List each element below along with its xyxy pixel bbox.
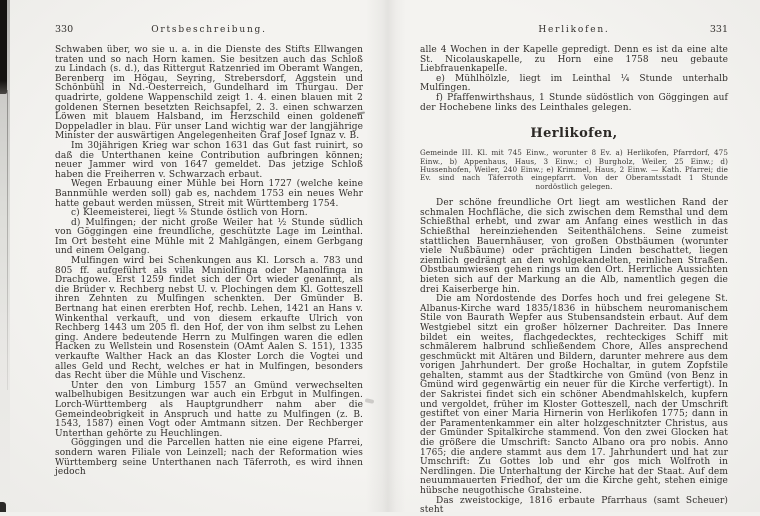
paragraph: Göggingen und die Parcellen hatten nie eine eigene Pfarrei, sondern waren Filiale von Leinzell; nach der Reformation wies Württemberg seine Unterthanen nach Täferroth, es wird ihnen jedoch [55, 438, 363, 478]
paragraph: Der schöne freundliche Ort liegt am westlichen Rand der schmalen Hochfläche, die sich zwischen dem Remsthal und dem Schießthal erhebt, und zwar am Anfang eines westlich in das Schießthal hereinziehenden Seitenthälchens. Seine zumeist stattlichen Bauernhäuser, von großen Obstbäumen (worunter viele Nußbäume) oder prächtigen Linden beschattet, liegen ziemlich gedrängt an den wohlgekandelten, reinlichen Straßen. Obstbaumwiesen gehen rings um den Ort. Herrliche Aussichten bieten sich auf der Markung an die Alb, namentlich gegen die drei Kaiserberge hin. [420, 198, 728, 295]
paragraph: Schwaben über, wo sie u. a. in die Dienste des Stifts Ellwangen traten und so nach Horn kamen. Sie besitzen auch das Schloß zu Lindach (s. d.), das Rittergut Ratzenried im Oberamt Wangen, Berenberg im Högau, Seyring, Strebersdorf, Aggstein und Schönbühl in Nd.-Oesterreich, Gundelhard im Thurgau. Der quadrirte, goldene Wappenschild zeigt 1. 4. einen blauen mit 2 goldenen Sternen besetzten Reichsapfel, 2. 3. einen schwarzen Löwen mit blauem Halsband, im Herzschild einen goldenen Doppeladler in blau. Für unser Land wichtig war der langjährige Minister der auswärtigen Angelegenheiten Graf Josef Ignaz v. B. [55, 45, 363, 142]
paragraph: e) Mühlhölzle, liegt im Leinthal ¼ Stunde unterhalb Mulfingen. [420, 73, 728, 94]
binding-shadow [0, 0, 7, 94]
section-heading: Herlikofen, [530, 126, 618, 142]
left-page [55, 24, 363, 478]
paragraph: Die am Nordostende des Dorfes hoch und frei gelegene St. Albanus-Kirche ward 1835/1836 in hübschem neuromanischem Stile von Baurath Wepfer aus Stubensandstein erbaut. Auf dem Westgiebel sitzt ein großer hölzerner Dachreiter. Das Innere bildet ein weites, flachgedecktes, rechteckiges Schiff mit schmälerem halbrund schließendem Chore, Alles ansprechend geschmückt mit Altären und Bildern, darunter mehrere aus dem vorigen Jahrhundert. Der große Hochaltar, in gutem Zopfstile gehalten, stammt aus der Stadtkirche von Gmünd (von Benz in Gmünd wird gegenwärtig ein neuer für die Kirche verfertigt). In der Sakristei findet sich ein schöner Abendmahlskelch, kupfern und vergoldet, früher im Kloster Gotteszell, nach der Umschrift gestiftet von einer Maria Hirnerin von Herlikofen 1775; dann in der Paramentenkammer ein alter holzgeschnitzter Christus, aus der Gmünder Spitalkirche stammend. Von den zwei Glocken hat die größere die Umschrift: Sancto Albano ora pro nobis. Anno 1765; die andere stammt aus dem 17. Jahrhundert und hat zur Umschrift: Zu Gottes lob und ehr gos mich Wolfroth in Nerdlingen. Die Unterhaltung der Kirche hat der Staat. Auf dem neuummauerten Friedhof, der um die Kirche geht, stehen einige hübsche neugothische Grabsteine. [420, 294, 728, 496]
paragraph: Unter den von Limburg 1557 an Gmünd verwechselten walbelhubigen Besitzungen war auch ein Erbgut in Mulfingen. Lorch-Württemberg als Hauptgrundherr nahm aber die Gemeindeobrigkeit in Anspruch und hatte zu Mulfingen (z. B. 1543, 1587) einen Vogt oder Amtmann sitzen. Der Rechberger Unterthan gehörte zu Heuchlingen. [55, 380, 363, 439]
paragraph: c) Kleemeisterei, liegt ⅛ Stunde östlich von Horn. [71, 208, 308, 219]
running-header-left: Ortsbeschreibung. [151, 25, 267, 35]
paragraph: Mulfingen wird bei Schenkungen aus Kl. Lorsch a. 783 und 805 ff. aufgeführt als villa Muniolfinga oder Manolfinga in Drachgowe. Erst 1259 findet sich der Ort wieder genannt, als die Brüder v. Rechberg nebst U. v. Plochingen dem Kl. Gotteszell ihren Zehnten zu Mulfingen schenkten. Der Gmünder B. Bertnang hat einen ererbten Hof, rechb. Lehen, 1421 an Hans v. Winkenthal verkauft, und von diesem erkaufte Ulrich von Rechberg 1443 um 205 fl. den Hof, der von ihm selbst zu Lehen ging. Andere bedeutende Herrn zu Mulfingen waren die edlen Hacken zu Wellstein und Rosenstein (OAmt Aalen S. 151), 1335 verkaufte Walther Hack an das Kloster Lorch die Vogtei und alles Geld und Recht, welches er hat in Mulfingen, besonders das Recht über die Mühle und Vischenz. [55, 256, 363, 382]
gutter-shadow [366, 0, 406, 512]
paragraph: alle 4 Wochen in der Kapelle gepredigt. Denn es ist da eine alte St. Nicolauskapelle, zu Horn eine 1758 neu gebaute Liebfrauenkapelle. [420, 45, 728, 75]
left-page-body [55, 46, 363, 478]
running-header-right: Herlikofen. [538, 25, 610, 35]
right-page-header [420, 24, 728, 35]
paragraph: d) Mulfingen; der nicht große Weiler hat ½ Stunde südlich von Göggingen eine freundliche, geschützte Lage im Leinthal. Im Ort besteht eine Mühle mit 2 Mahlgängen, einem Gerbgang und einem Oelgang. [55, 217, 363, 257]
paragraph: f) Pfaffenwirthshaus, 1 Stunde südöstlich von Göggingen auf der Hochebene links des Leinthales gelegen. [420, 92, 728, 113]
paragraph: Im 30jährigen Krieg war schon 1631 das Gut fast ruinirt, so daß die Unterthanen keine Contribution aufbringen können; neuer Jammer wird von 1647 gemeldet. Das jetzige Schloß haben die Freiherren v. Schwarzach erbaut. [55, 140, 363, 180]
gemeinde-summary: Gemeinde III. Kl. mit 745 Einw., worunter 8 Ev. a) Herlikofen, Pfarrdorf, 475 Einw., b) Appenhaus, Haus, 3 Einw.; c) Burgholz, Weiler, 25 Einw.; d) Hussenhofen, Weiler, 240 Einw.; e) Krimmel, Haus, 2 Einw. — Kath. Pfarrei; die Ev. sind nach Täferroth eingepfarrt. Von der Oberamtsstadt 1 Stunde nordöstlich gelegen. [420, 148, 728, 191]
page-number-left: 330 [55, 24, 74, 35]
left-page-header [55, 24, 363, 35]
paragraph: Wegen Erbauung einer Mühle bei Horn 1727 (welche keine Bannmühle werden soll) gab es, nachdem 1753 ein neues Wehr hatte gebaut werden müssen, Streit mit Württemberg 1754. [55, 179, 363, 209]
right-page [420, 24, 728, 516]
page-number-right: 331 [709, 24, 728, 35]
corner-shadow [0, 502, 6, 512]
paragraph: Das zweistockige, 1816 erbaute Pfarrhaus (samt Scheuer) steht [420, 495, 728, 516]
right-page-body [420, 46, 728, 516]
page-edge-line [7, 90, 8, 390]
